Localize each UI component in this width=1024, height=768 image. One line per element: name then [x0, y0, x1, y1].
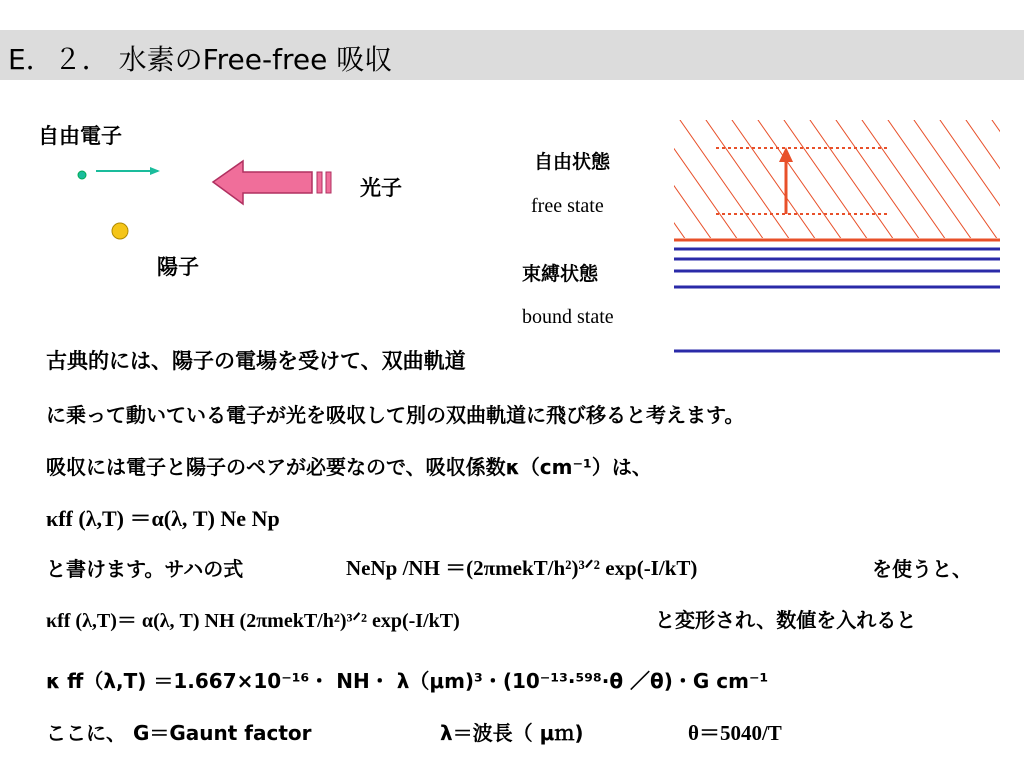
formula-kappa-ff-expanded: κff (λ,T)＝ α(λ, T) NH (2πmekT/h²)³ᐟ² exp(-I/kT): [46, 610, 460, 632]
formula-kappa-ff: κff (λ,T) ＝α(λ, T) Ne Np: [46, 506, 280, 531]
text-line-2: に乗って動いている電子が光を吸収して別の双曲軌道に飛び移ると考えます。: [46, 403, 745, 427]
proton-dot: [112, 223, 128, 239]
formula-kappa-numeric: κ ff（λ,T) ＝1.667×10⁻¹⁶・ NH・ λ（μm)³・(10⁻¹³·⁵⁹⁸·θ ／θ)・G cm⁻¹: [46, 669, 769, 693]
bound-state-en-label: bound state: [522, 306, 614, 328]
photon-arrow: [213, 161, 312, 204]
text-line-5c: を使うと、: [872, 557, 972, 581]
proton-label: 陽子: [157, 255, 199, 279]
free-state-jp-label: 自由状態: [534, 151, 611, 173]
text-line-3: 吸収には電子と陽子のペアが必要なので、吸収係数κ（cm⁻¹）は、: [46, 455, 652, 479]
free-state-en-label: free state: [531, 195, 604, 217]
bound-state-jp-label: 束縛状態: [522, 263, 599, 285]
text-line-8a: ここに、 G＝Gaunt factor: [46, 721, 312, 745]
page-title: E．２． 水素のFree-free 吸収: [8, 43, 393, 76]
electron-dot: [78, 171, 86, 179]
text-line-8b: λ＝波長（ μｍ): [440, 721, 584, 745]
text-line-8c: θ＝5040/T: [688, 721, 782, 745]
text-line-1: 古典的には、陽子の電場を受けて、双曲軌道: [46, 349, 466, 373]
free-electron-label: 自由電子: [38, 124, 122, 148]
photon-label: 光子: [360, 176, 402, 200]
text-line-5a: と書けます。サハの式: [46, 557, 244, 581]
text-line-6b: と変形され、数値を入れると: [655, 608, 917, 632]
formula-saha: NeNp /NH ＝(2πmekT/h²)³ᐟ² exp(-I/kT): [346, 556, 698, 580]
